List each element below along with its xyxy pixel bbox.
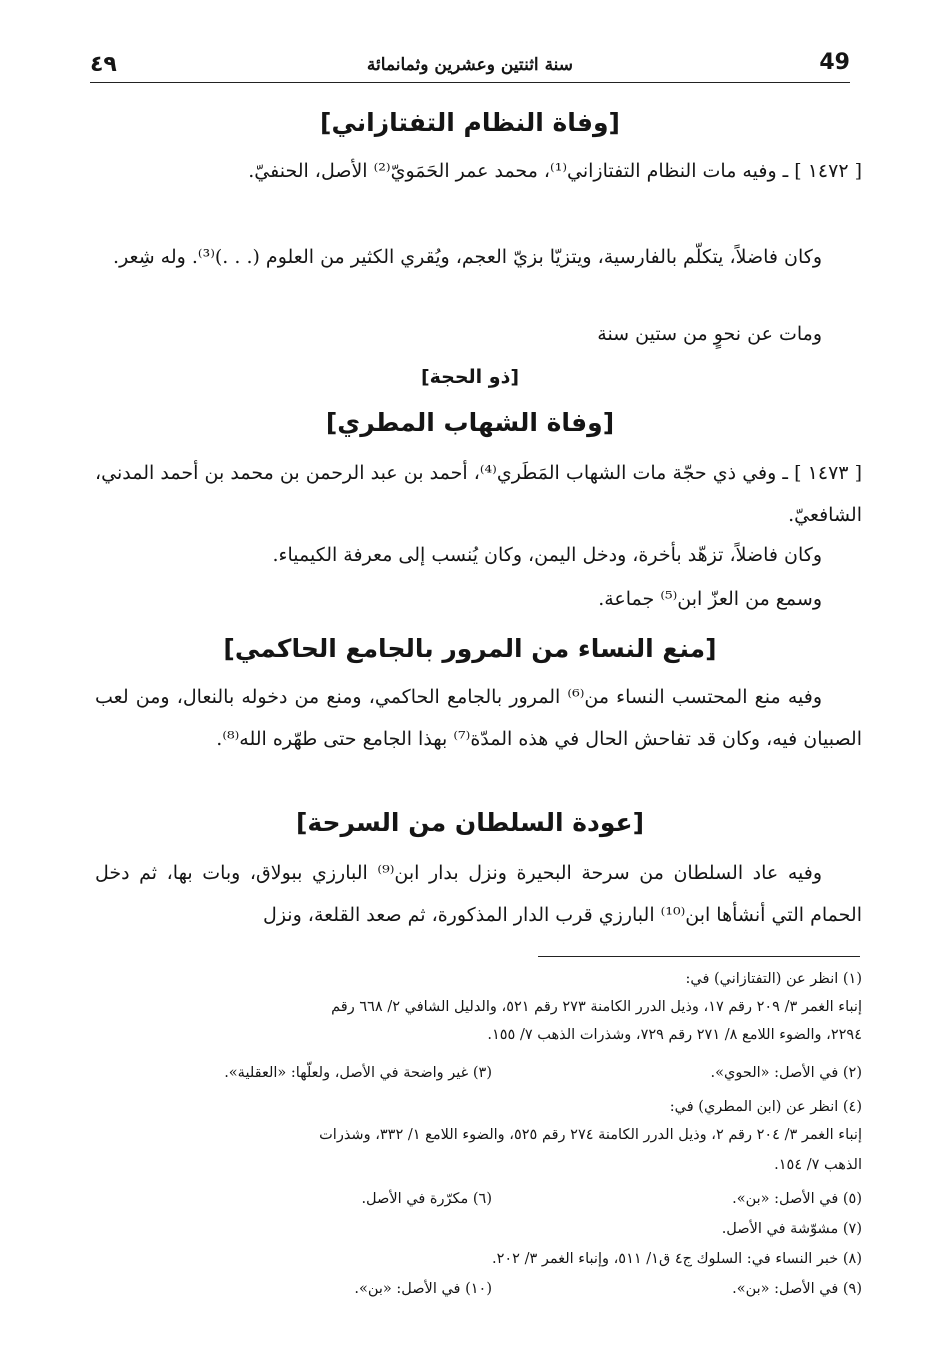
paragraph: وكان فاضلاً، تزهّد بأخرة، ودخل اليمن، وكان يُنسب إلى معرفة الكيمياء. [272, 544, 822, 566]
footnote: (٨) خبر النساء في: السلوك ج٤ ق١/ ٥١١، وإنباء الغمر ٣/ ٢٠٢. [491, 1251, 862, 1267]
footnote: (١٠) في الأصل: «بن». [354, 1281, 492, 1297]
paragraph: وفيه عاد السلطان من سرحة البحيرة ونزل بدار ابن⁽⁹⁾ البارزي ببولاق، وبات بها، ثم دخل الحمام التي أنشأها ابن⁽¹⁰⁾ البارزي قرب الدار المذكورة، ثم صعد القلعة، ونزل [95, 862, 862, 926]
footnote: (٦) مكرّرة في الأصل. [361, 1191, 492, 1207]
footnote: (٢) في الأصل: «الحوي». [710, 1065, 862, 1081]
page-number-arabic: ٤٩ [90, 52, 117, 77]
paragraph: ومات عن نحوٍ من ستين سنة [597, 323, 822, 345]
section-heading: [وفاة الشهاب المطري] [325, 408, 615, 437]
paragraph: [ ١٤٧٣ ] ـ وفي ذي حجّة مات الشهاب المَطَري⁽⁴⁾، أحمد بن عبد الرحمن بن محمد بن أحمد المدني، الشافعيّ. [95, 462, 863, 526]
footnote: (١) انظر عن (التفتازاني) في: [685, 971, 862, 987]
footnote: (٤) انظر عن (ابن المطري) في: [669, 1099, 862, 1115]
footnote-line: ٢٢٩٤، والضوء اللامع ٨/ ٢٧١ رقم ٧٢٩، وشذرات الذهب ٧/ ١٥٥. [487, 1027, 862, 1043]
footnote-separator [538, 956, 860, 957]
paragraph: وسمع من العزّ ابن⁽⁵⁾ جماعة. [598, 588, 822, 610]
footnote: (٣) غير واضحة في الأصل، ولعلّها: «العقلية». [224, 1065, 492, 1081]
footnote-line: إنباء الغمر ٣/ ٢٠٤ رقم ٢، وذيل الدرر الكامنة ٢٧٤ رقم ٥٢٥، والضوء اللامع ١/ ٣٣٢، وشذرات [319, 1127, 862, 1143]
paragraph: وكان فاضلاً، يتكلّم بالفارسية، ويتزيّا بزيّ العجم، ويُقري الكثير من العلوم (. . .)⁽³⁾. وله شِعر. [113, 246, 822, 268]
page-number: 49 [819, 50, 850, 75]
footnote-line: الذهب ٧/ ١٥٤. [774, 1157, 862, 1173]
section-heading: [عودة السلطان من السرحة] [295, 808, 645, 837]
paragraph: [ ١٤٧٢ ] ـ وفيه مات النظام التفتازاني⁽¹⁾، محمد عمر الحَمَويّ⁽²⁾ الأصل، الحنفيّ. [248, 160, 862, 182]
footnote: (٧) مشوّشة في الأصل. [721, 1221, 862, 1237]
footnote-line: إنباء الغمر ٣/ ٢٠٩ رقم ١٧، وذيل الدرر الكامنة ٢٧٣ رقم ٥٢١، والدليل الشافي ٢/ ٦٦٨ رقم [331, 999, 862, 1015]
paragraph: وفيه منع المحتسب النساء من⁽⁶⁾ المرور بالجامع الحاكمي، ومنع من دخوله بالنعال، ومن لعب الصبيان فيه، وكان قد تفاحش الحال في هذه المدّة⁽⁷⁾ بهذا الجامع حتى طهّره الله⁽⁸⁾. [95, 686, 862, 750]
section-heading: [منع النساء من المرور بالجامع الحاكمي] [223, 634, 717, 663]
running-title: سنة اثنتين وعشرين وثمانمائة [366, 55, 574, 75]
section-heading: [وفاة النظام التفتازاني] [320, 108, 620, 137]
month-heading: [ذو الحجة] [420, 366, 520, 388]
header-rule [90, 82, 850, 83]
footnote: (٥) في الأصل: «بن». [732, 1191, 862, 1207]
page-header [90, 44, 850, 86]
footnote: (٩) في الأصل: «بن». [732, 1281, 862, 1297]
